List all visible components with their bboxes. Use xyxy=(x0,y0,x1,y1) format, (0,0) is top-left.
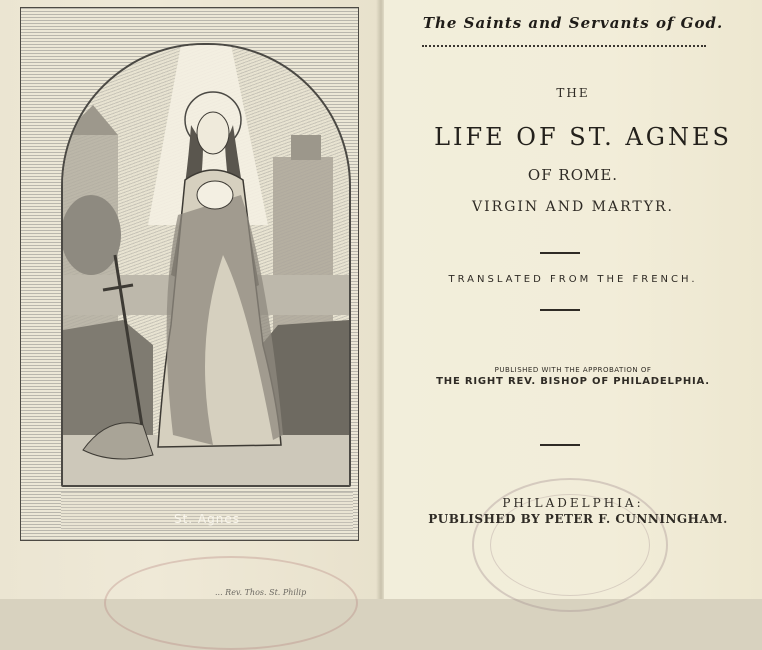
caption-band xyxy=(61,492,353,530)
title-page xyxy=(384,0,762,599)
series-divider xyxy=(422,45,706,47)
saint-agnes-engraving xyxy=(63,45,349,485)
library-stamp xyxy=(104,556,358,650)
translation-note: TRANSLATED FROM THE FRENCH. xyxy=(448,274,698,285)
imprint-city: PHILADELPHIA: xyxy=(502,496,644,510)
bishop-line: THE RIGHT REV. BISHOP OF PHILADELPHIA. xyxy=(436,376,710,387)
arch-panel xyxy=(61,43,351,487)
frontispiece-page xyxy=(0,0,382,599)
rule-1 xyxy=(540,252,580,254)
rule-3 xyxy=(540,444,580,446)
imprint-publisher: PUBLISHED BY PETER F. CUNNINGHAM. xyxy=(428,512,728,526)
title-role: VIRGIN AND MARTYR. xyxy=(472,199,674,215)
title-place: OF ROME. xyxy=(527,166,619,184)
approbation-note: PUBLISHED WITH THE APPROBATION OF xyxy=(494,366,652,374)
series-title: The Saints and Servants of God. xyxy=(422,14,724,32)
book-title: LIFE OF ST. AGNES xyxy=(434,123,732,151)
plate-footnote: ... Rev. Thos. St. Philip xyxy=(215,588,307,597)
engraving-frame xyxy=(20,7,359,541)
title-article: THE xyxy=(556,86,590,100)
rule-2 xyxy=(540,309,580,311)
plate-caption: St. Agnes xyxy=(173,512,241,526)
